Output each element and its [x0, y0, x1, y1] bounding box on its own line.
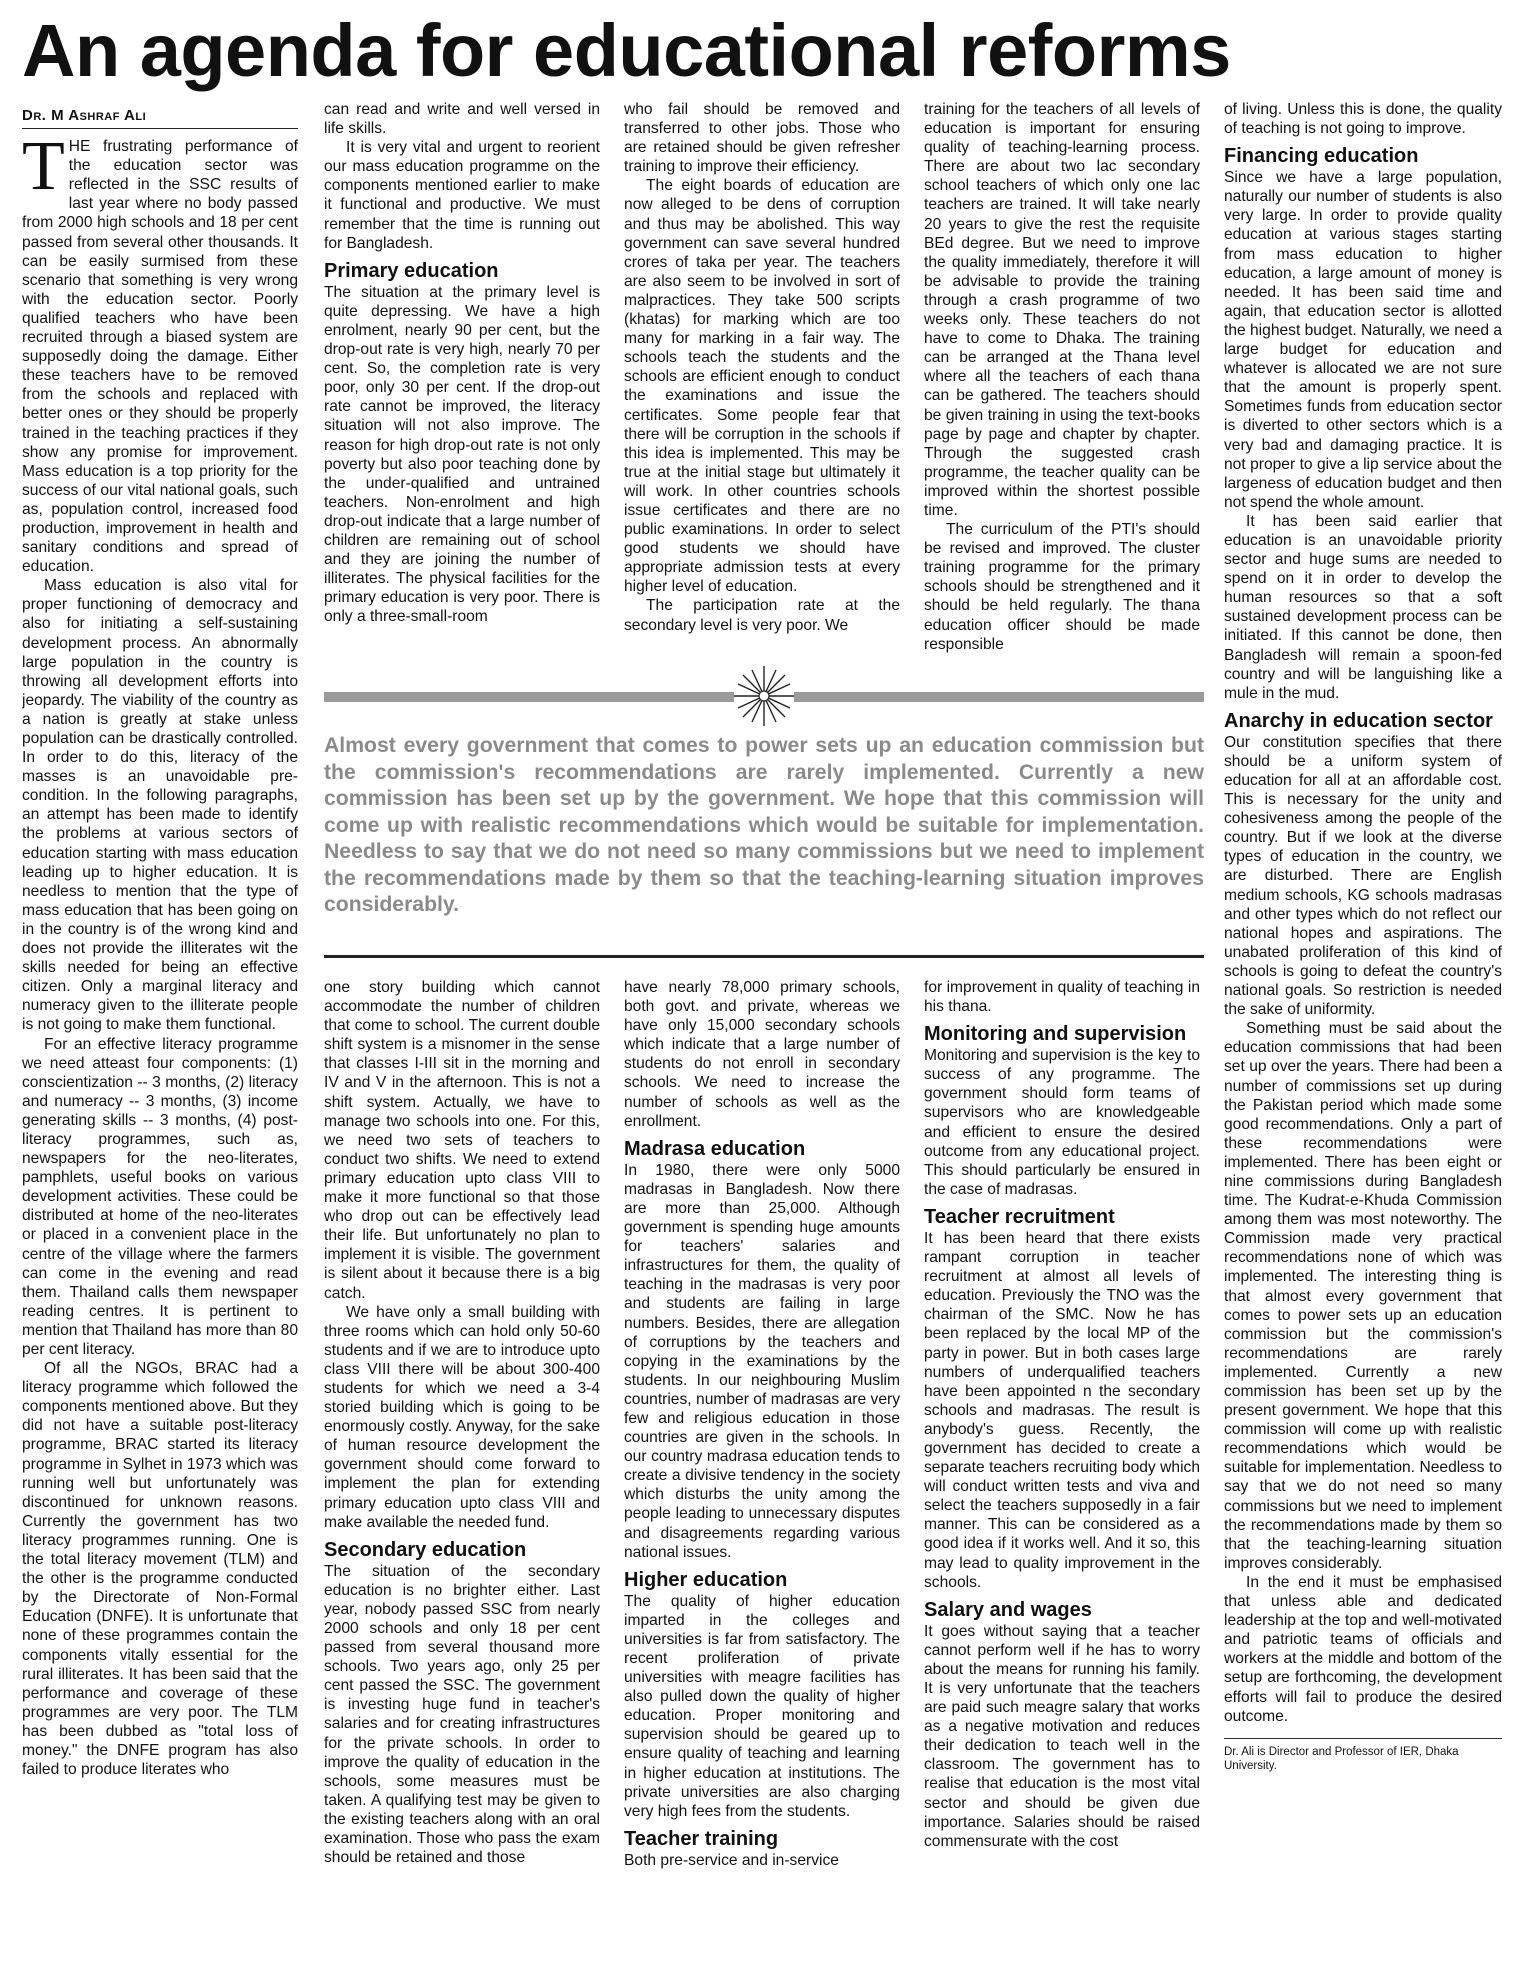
column-4-bottom — [924, 978, 1200, 1962]
paragraph: The situation at the primary level is quite depressing. We have a high enrolment, nearly 90 per cent, but the drop-out rate is very high, nearly 70 per cent. So, the completion rate is very poor, only 30 per cent. If the drop-out rate cannot be improved, the literacy situation will not also improve. The reason for high drop-out rate is not only poverty but also poor teaching done by the under-qualified and untrained teachers. Non-enrolment and high drop-out indicate that a large number of children are remaining out of school and they are joining the number of illiterates. The physical facilities for the primary education is very poor. There is only a three-small-room — [324, 283, 600, 626]
drop-cap: T — [22, 128, 65, 206]
section-heading: Salary and wages — [924, 1598, 1092, 1621]
pull-quote: Almost every government that comes to power sets up an education commission but the commission's recommendations are rarely implemented. Currently a new commission has been set up by the government. We hope that this commission will come up with realistic recommendations which would be suitable for implementation. Needless to say that we do not need so many commissions but we need to implement the recommendations made by them so that the teaching-learning situation improves considerably. — [324, 734, 1204, 916]
pull-quote-bottom-rule — [324, 955, 1204, 958]
paragraph: In 1980, there were only 5000 madrasas in Bangladesh. Now there are more than 25,000. Although government is spending huge amounts for teachers' salaries and infrastructures for them, the quality of teaching in the madrasas is very poor and students are failing in large numbers. Besides, there are allegation of corruptions by the teachers and copying in the examinations by the students. In our neighbouring Muslim countries, number of madrasas are very few and religious education in those countries are given in the schools. In our country madrasa education tends to create a divisive tendency in the society which disturbs the unity among the people leading to unnecessary disputes and disagreements regarding various national issues. — [624, 1161, 900, 1561]
paragraph: It is very vital and urgent to reorient our mass education programme on the components mentioned earlier to make it functional and productive. We must remember that the time is running out for Bangladesh. — [324, 139, 600, 252]
section-heading: Monitoring and supervision — [924, 1023, 1187, 1046]
section-heading: Secondary education — [324, 1538, 527, 1561]
paragraph: Since we have a large population, naturally our number of students is also very large. In order to provide quality education at various stages starting from mass education to higher education, a large amount of money is needed. It has been said time and again, that education sector is allotted the highest budget. Naturally, we need a large budget for education and whatever is allocated we are not sure that the amount is properly spent. Sometimes funds from education sector is diverted to other sectors which is a very bad and damaging practice. It is not proper to give a lip service about the largeness of education budget and then not spend the whole amount. — [1224, 169, 1502, 511]
paragraph: training for the teachers of all levels of education is important for ensuring quality of teaching-learning process. There are about two lac secondary school teachers of which only one lac teachers are trained. It will take nearly 20 years to give the rest the requisite BEd degree. But we need to improve the quality immediately, therefore it will be advisable to provide the training through a crash programme of two weeks only. These teachers do not have to come to Dhaka. The training can be arranged at the Thana level where all the teachers of each thana can be gathered. The teachers should be given training in using the text-books page by page and chapter by chapter. Through the suggested crash programme, the teacher quality can be improved within the shortest possible time. — [924, 101, 1200, 519]
paragraph: For an effective literacy programme we need atteast four components: (1) conscientization -- 3 months, (2) literacy and numeracy -- 3 months, (3) income generating skills -- 3 months, (4) post-literacy programmes, such as, newspapers for the neo-literates, pamphlets, useful books on various development activities. These could be distributed at home of the neo-literates or placed in a convenient place in the centre of the village where the farmers can come in the evening and read them. Thailand calls them newspaper reading centres. It is pertinent to mention that Thailand has more than 80 per cent literacy. — [22, 1035, 298, 1358]
section-heading: Financing education — [1224, 145, 1419, 168]
paragraph: for improvement in quality of teaching in his thana. — [924, 979, 1200, 1016]
section-heading: Primary education — [324, 259, 499, 282]
paragraph: The situation of the secondary education is no brighter either. Last year, nobody passed SSC from nearly 2000 schools and only 18 per cent passed from several thousand more schools. Two years ago, only 25 per cent passed the SSC. The government is investing huge fund in teacher's salaries and for creating infrastructures for the private schools. In order to improve the quality of education in the schools, some measures must be taken. A qualifying test may be given to the existing teachers along with an oral examination. Those who pass the exam should be retained and those — [324, 1562, 600, 1867]
paragraph: have nearly 78,000 primary schools, both govt. and private, whereas we have only 15,000 secondary schools which indicate that a large number of students do not enroll in secondary schools. We need to increase the number of schools as well as the enrollment. — [624, 979, 900, 1130]
paragraph: The quality of higher education imparted in the colleges and universities is far from satisfactory. The recent proliferation of private universities with meagre facilities has also pulled down the quality of higher education. Proper monitoring and supervision should be geared up to ensure quality of teaching and learning in higher education at institutions. The private universities are also charging very high fees from the students. — [624, 1592, 900, 1820]
section-heading: Higher education — [624, 1568, 788, 1591]
paragraph: one story building which cannot accommodate the number of children that come to school. The current double shift system is a misnomer in the sense that classes I-III sit in the morning and IV and V in the afternoon. This is not a shift system. Actually, we have to manage two schools into one. For this, we need two sets of teachers to conduct two shifts. We need to extend primary education upto class VIII to make it more functional so that those who drop out can be effectively lead their life. But unfortunately no plan to implement it is visible. The government is silent about it because there is a big catch. — [324, 979, 600, 1302]
paragraph: It has been said earlier that education is an unavoidable priority sector and huge sums are needed to spend on it in order to develop the human resources so that a soft sustained development process can be initiated. If this cannot be done, then Bangladesh will remain a spoon-fed country and will be languishing like a mule in the mud. — [1224, 512, 1502, 702]
headline: An agenda for educational reforms — [22, 9, 1231, 92]
paragraph: It goes without saying that a teacher cannot perform well if he has to worry about the means for running his family. It is very unfortunate that the teachers are paid such meagre salary that works as a negative motivation and reduces their dedication to teach well in the classroom. The government has to realise that education is the most vital sector and should be given due importance. Salaries should be raised commensurate with the cost — [924, 1622, 1200, 1850]
paragraph: HE frustrating performance of the education sector was reflected in the SSC results of last year where no body passed from 2000 high schools and 18 per cent passed from several other thousands. It can be easily surmised from these scenario that something is very wrong with the education sector. Poorly qualified teachers who have been recruited through a biased system are supposedly doing the damage. Either these teachers have to be removed from the schools and replaced with better ones or they should be properly trained in the teaching practices if they show any promise for improvement. Mass education is a top priority for the success of our vital national goals, such as, population control, increased food production, improvement in health and sanitary conditions and spread of education. — [22, 138, 298, 576]
column-2-bottom — [324, 978, 600, 1962]
column-3-top — [624, 100, 900, 670]
paragraph: who fail should be removed and transferred to other jobs. Those who are retained should be given refresher training to improve their efficiency. — [624, 101, 900, 176]
section-heading: Teacher recruitment — [924, 1205, 1115, 1228]
pull-quote-rule-right — [794, 692, 1204, 702]
paragraph: We have only a small building with three rooms which can hold only 50-60 students and if we are to introduce upto class VIII there will be about 300-400 students for which we need a 3-4 storied building which is going to be enormously costly. Anyway, for the sake of human resource development the government should come forward to implement the plan for extending primary education upto class VIII and make available the needed fund. — [324, 1303, 600, 1531]
pull-quote-rule-left — [324, 692, 734, 702]
byline: Dr. M Ashraf Ali — [22, 106, 298, 129]
column-2-top — [324, 100, 600, 670]
paragraph: Mass education is also vital for proper functioning of democracy and also for initiating a self-sustaining development process. An abnormally large population in the country is throwing all development efforts into jeopardy. The viability of the country as a nation is greatly at stake unless population can be drastically controlled. In order to do this, literacy of the masses is an unavoidable pre-condition. In the following paragraphs, an attempt has been made to identify the problems at various sectors of education starting with mass education leading up to higher education. It is needless to mention that the type of mass education that has been going on in the country is of the wrong kind and does not provide the illiterates wit the skills needed for being an effective citizen. Only a marginal literacy and numeracy given to the illiterate people is not going to make them functional. — [22, 577, 298, 1034]
paragraph: Our constitution specifies that there should be a uniform system of education for all at an affordable cost. This is necessary for the unity and cohesiveness among the people of the country. But if we look at the diverse types of education in the country, we are disturbed. There are English medium schools, KG schools madrasas and other types which do not reflect our national hopes and aspirations. The unabated proliferation of this kind of schools is going to defeat the country's national goals. So restriction is needed the sake of uniformity. — [1224, 733, 1502, 1019]
author-note: Dr. Ali is Director and Professor of IER, Dhaka University. — [1224, 1738, 1502, 1773]
column-5 — [1224, 100, 1502, 1962]
column-4-top — [924, 100, 1200, 670]
section-heading: Madrasa education — [624, 1137, 806, 1160]
section-heading: Anarchy in education sector — [1224, 709, 1493, 732]
paragraph: It has been heard that there exists rampant corruption in teacher recruitment at almost all levels of education. Previously the TNO was the chairman of the SMC. Now he has been replaced by the local MP of the party in power. But in both cases large numbers of underqualified teachers have been appointed n the secondary schools and madrasas. The result is anybody's guess. Recently, the government has decided to create a separate teachers recruiting body which will conduct written tests and viva and select the teachers supposedly in a fair manner. This can be considered as a good idea if it works well. And it so, this may lead to quality improvement in the schools. — [924, 1229, 1200, 1591]
column-1 — [22, 106, 298, 1962]
starburst-icon — [732, 664, 796, 728]
paragraph: Monitoring and supervision is the key to success of any programme. The government should form teams of supervisors who are knowledgeable and efficient to ensure the desired outcome from any educational project. This should particularly be ensured in the case of madrasas. — [924, 1047, 1200, 1198]
paragraph: Something must be said about the education commissions that had been set up over the years. There had been a number of commissions set up during the Pakistan period which made some good recommendations. Only a part of these recommendations were implemented. There has been eight or nine commissions during Bangladesh time. The Kudrat-e-Khuda Commission among them was most noteworthy. The Commission made very practical recommendations none of which was implemented. The interesting thing is that almost every government that comes to power sets up an education commission but the commission's recommendations are rarely implemented. Currently a new commission has been set up by the present government. We hope that this commission will come up with realistic recommendations which would be suitable for implementation. Needless to say that we do not need so many commissions but we need to implement the recommendations made by them so that the teaching-learning situation improves considerably. — [1224, 1020, 1502, 1572]
column-3-bottom — [624, 978, 900, 1962]
paragraph: The eight boards of education are now alleged to be dens of corruption and thus may be abolished. This way government can save several hundred crores of taka per year. The teachers are also seem to be involved in sort of malpractices. They take 500 scripts (khatas) for marking which are too many for marking in a fair way. The schools teach the students and the schools are efficient enough to conduct the examinations and issue the certificates. Some people fear that there will be corruption in the schools if this idea is implemented. This may be true at the initial stage but ultimately it will work. In other countries schools issue certificates and there are no public examinations. In order to select good students we should have appropriate admission tests at every higher level of education. — [624, 177, 900, 596]
paragraph: The participation rate at the secondary level is very poor. We — [624, 597, 900, 634]
paragraph: The curriculum of the PTI's should be revised and improved. The cluster training programme for the primary schools should be strengthened and it should be held regularly. The thana education officer should be made responsible — [924, 521, 1200, 653]
paragraph: In the end it must be emphasised that unless able and dedicated leadership at the top and well-motivated and patriotic teams of officials and workers at the middle and bottom of the setup are forthcoming, the development efforts will fail to produce the desired outcome. — [1224, 1573, 1502, 1725]
paragraph: Both pre-service and in-service — [624, 1851, 839, 1869]
paragraph: can read and write and well versed in life skills. — [324, 101, 600, 138]
section-heading: Teacher training — [624, 1827, 779, 1850]
paragraph: Of all the NGOs, BRAC had a literacy programme which followed the components mentioned above. But they did not have a suitable post-literacy programme, BRAC started its literacy programme in Sylhet in 1973 which was running well but unfortunately was discontinued for unknown reasons. Currently the government has two literacy programmes running. One is the total literacy movement (TLM) and the other is the programme conducted by the Directorate of Non-Formal Education (DNFE). It is unfortunate that none of these programmes contain the components vitally essential for the rural illiterates. It has been said that the performance and coverage of these programmes are very poor. The TLM has been dubbed as "total loss of money." the DNFE program has also failed to produce literates who — [22, 1360, 298, 1779]
paragraph: of living. Unless this is done, the quality of teaching is not going to improve. — [1224, 101, 1502, 138]
